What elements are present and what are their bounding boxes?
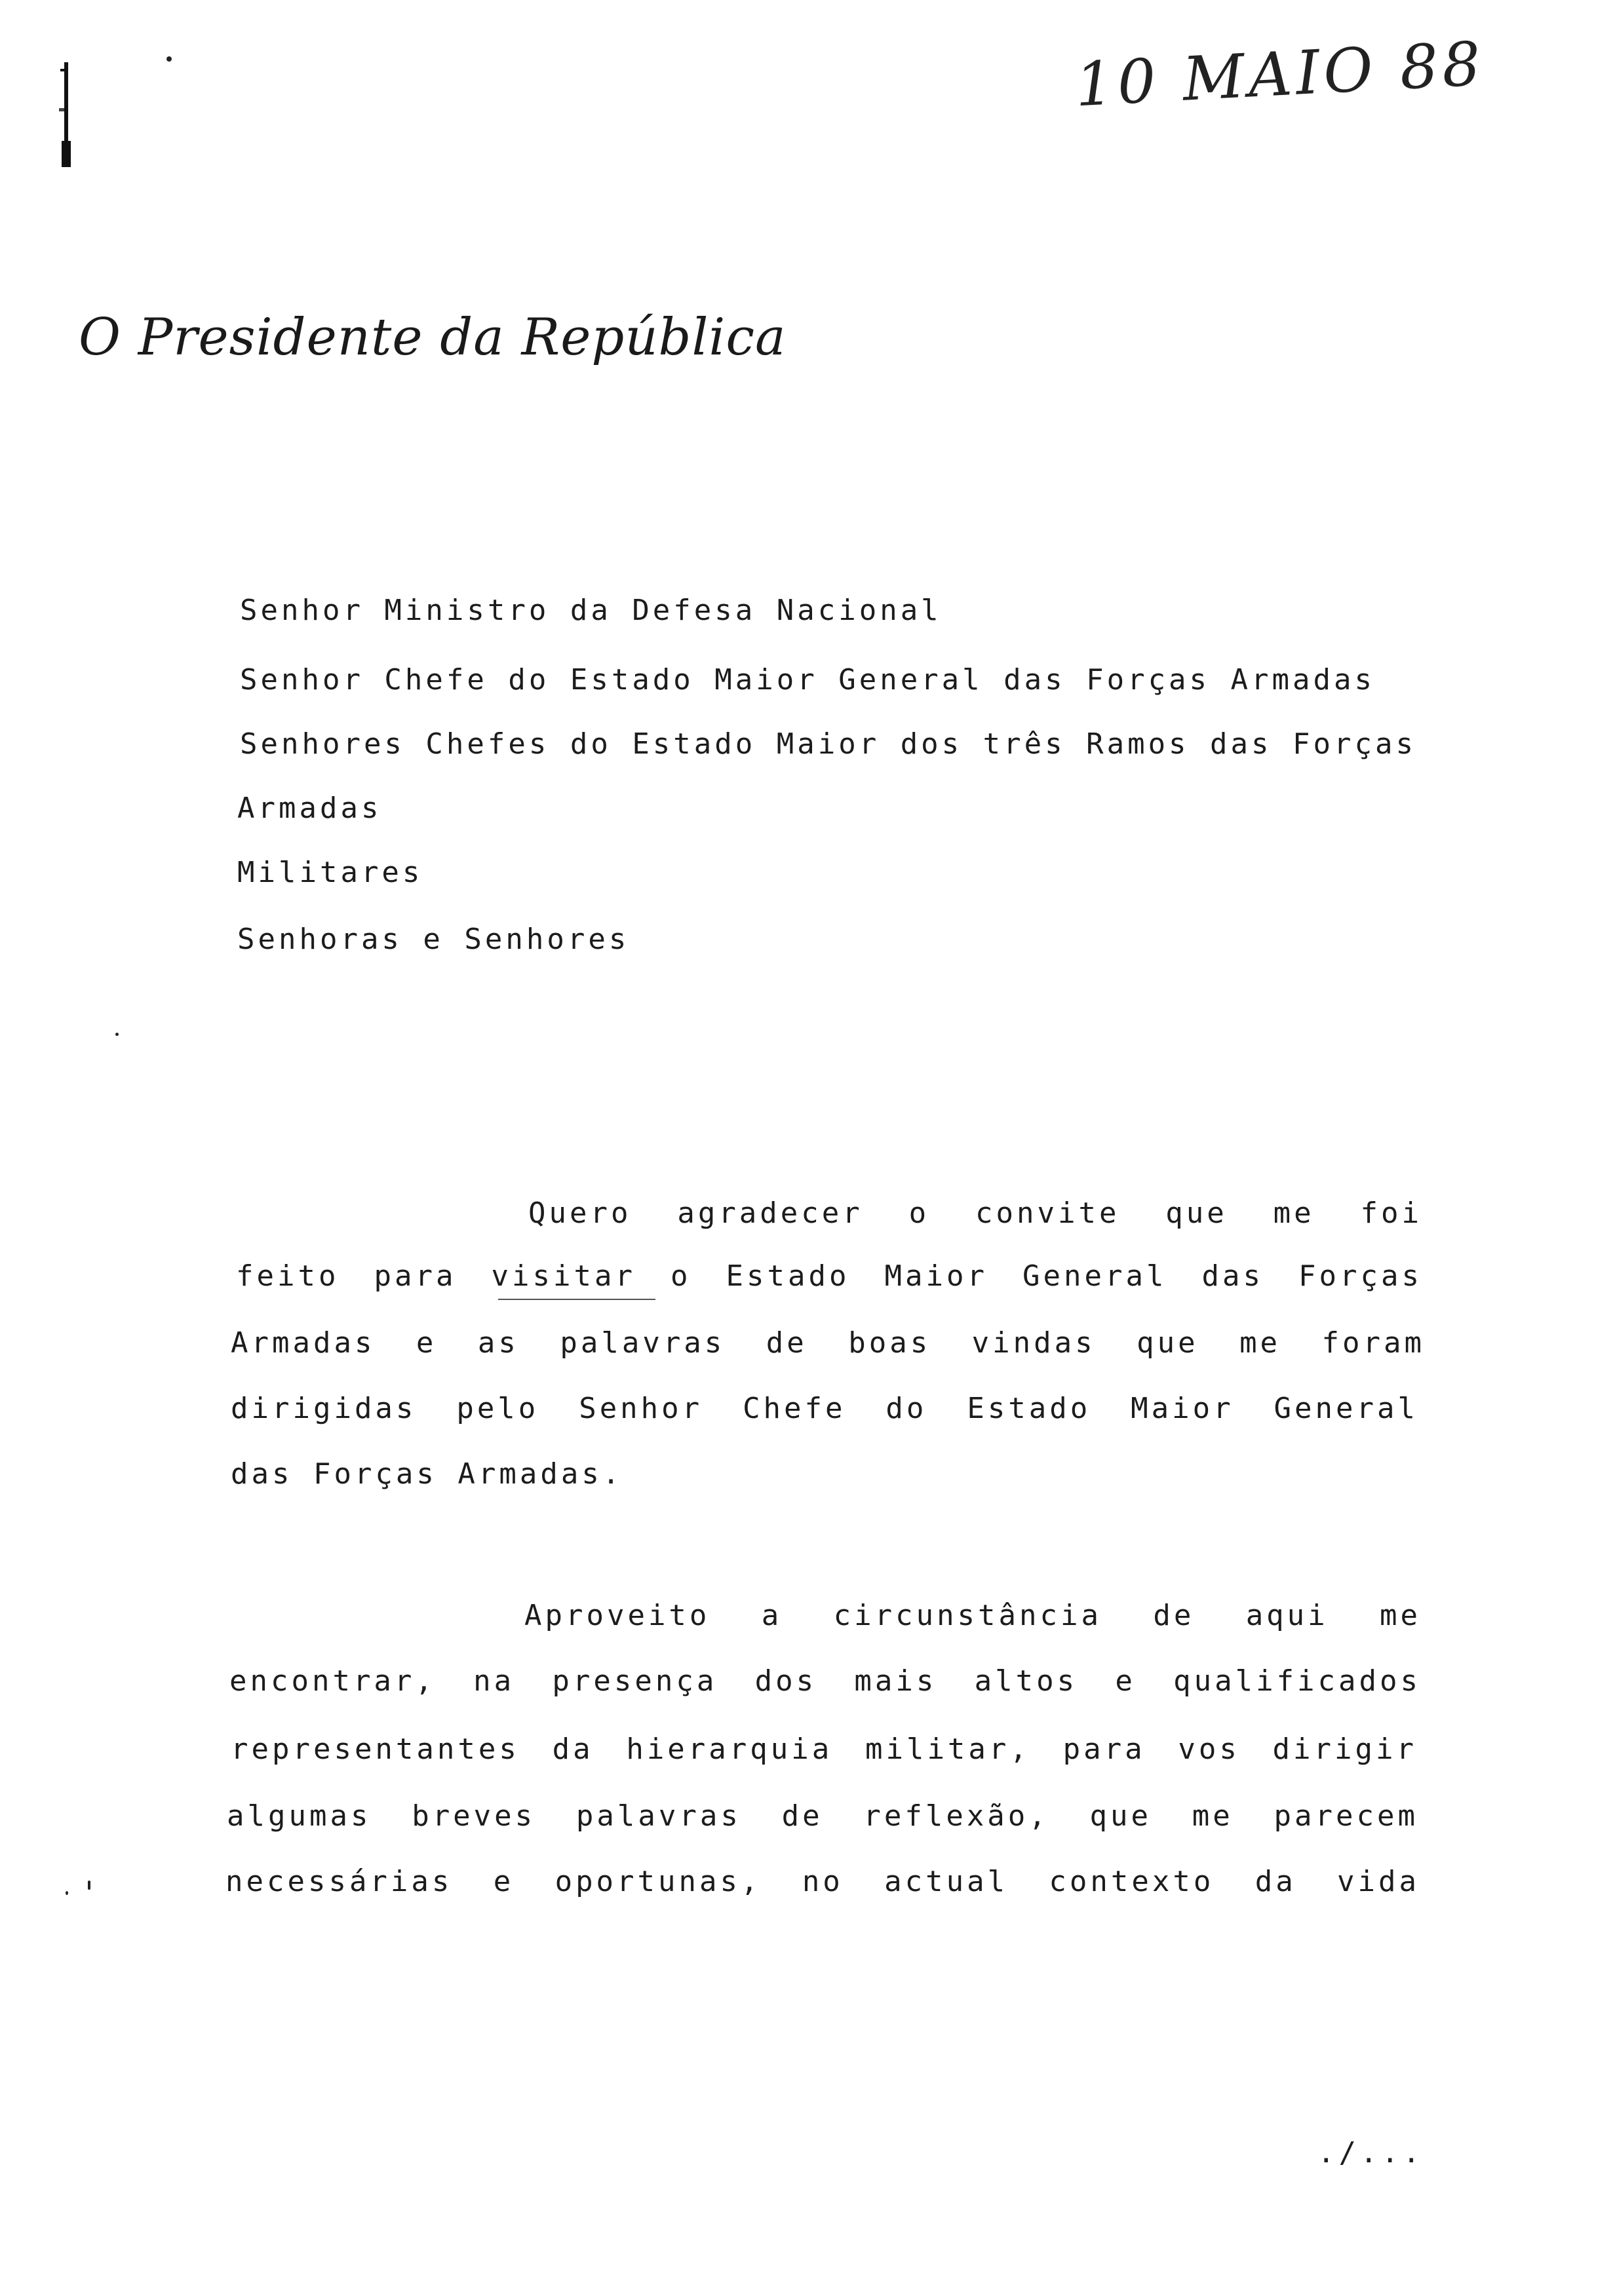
paragraph-line: Armadas e as palavras de boas vindas que me foram xyxy=(231,1326,1425,1360)
continuation-mark: ./... xyxy=(1317,2136,1424,2170)
salutation-line: Senhoras e Senhores xyxy=(237,923,630,956)
paragraph-line: das Forças Armadas. xyxy=(231,1457,623,1491)
letterhead-title: O Presidente da República xyxy=(79,308,787,367)
paragraph-line: dirigidas pelo Senhor Chefe do Estado Maior General xyxy=(231,1392,1418,1425)
paragraph-line: Quero agradecer o convite que me foi xyxy=(528,1196,1422,1230)
pencil-underline xyxy=(498,1299,655,1300)
salutation-line: Armadas xyxy=(237,792,382,825)
speck xyxy=(166,56,172,62)
salutation-line: Militares xyxy=(237,856,423,889)
speck xyxy=(115,1033,119,1036)
salutation-line: Senhor Chefe do Estado Maior General das Forças Armadas xyxy=(240,663,1375,697)
paragraph-line: feito para visitar o Estado Maior General das Forças xyxy=(236,1259,1422,1293)
speck xyxy=(66,1891,68,1895)
paragraph-line: Aproveito a circunstância de aqui me xyxy=(524,1599,1421,1632)
salutation-line: Senhor Ministro da Defesa Nacional xyxy=(240,594,942,627)
paragraph-line: algumas breves palavras de reflexão, que me parecem xyxy=(227,1799,1418,1833)
paragraph-line: encontrar, na presença dos mais altos e qualificados xyxy=(229,1664,1421,1698)
paragraph-line: necessárias e oportunas, no actual contexto da vida xyxy=(225,1865,1420,1898)
speck xyxy=(88,1881,90,1890)
salutation-line: Senhores Chefes do Estado Maior dos três Ramos das Forças xyxy=(240,727,1416,761)
paragraph-line: representantes da hierarquia militar, para vos dirigir xyxy=(231,1732,1417,1766)
binder-mark-icon xyxy=(56,62,76,174)
handwritten-date: 10 MAIO 88 xyxy=(1073,28,1487,121)
